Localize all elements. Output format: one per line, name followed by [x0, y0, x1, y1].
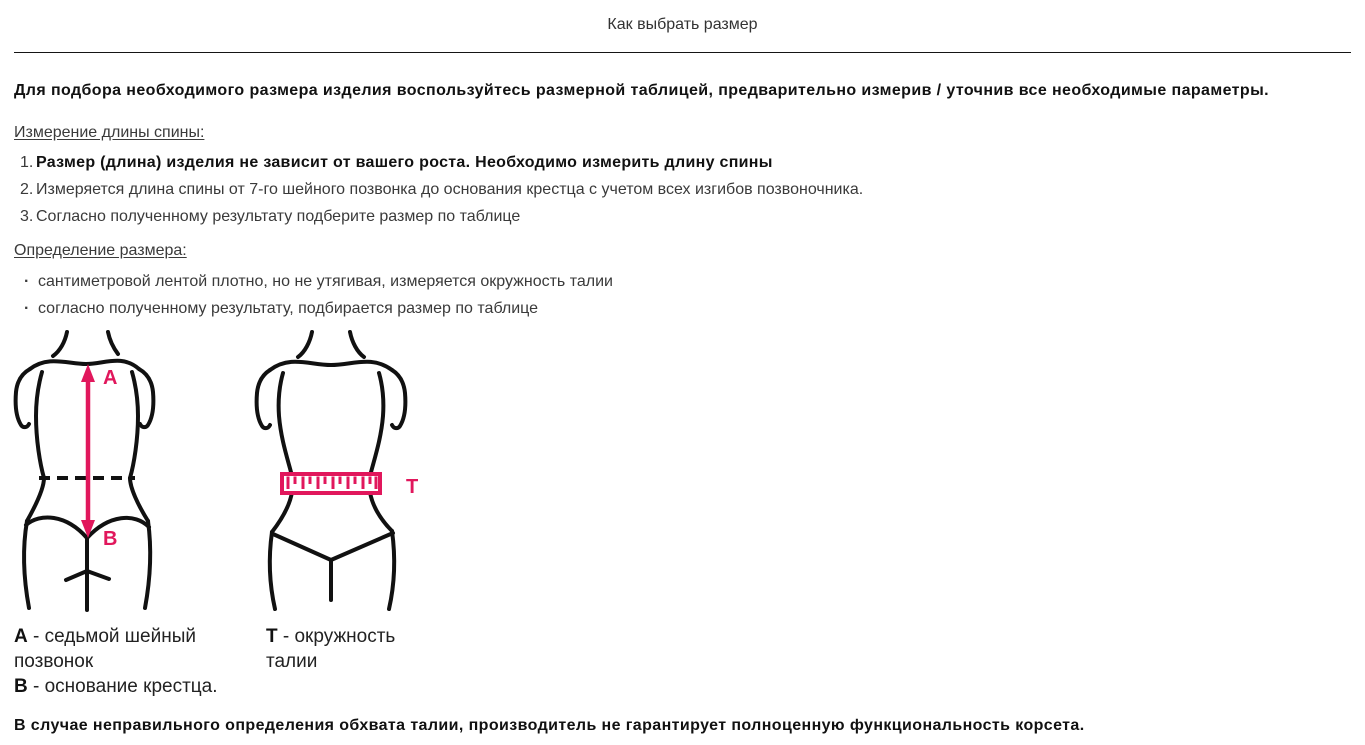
back-view-figure — [8, 324, 166, 614]
legend-entry-a — [14, 624, 219, 674]
intro-paragraph: Для подбора необходимого размера изделия воспользуйтесь размерной таблицей, предварительно измерив / уточнив все необходимые параметры. — [14, 82, 1269, 99]
figures-row — [8, 324, 1351, 614]
list-item-number: 3. — [20, 208, 34, 225]
legend — [14, 624, 1351, 699]
label-t: Т — [406, 476, 419, 498]
legend-entry-t — [266, 624, 441, 674]
label-a: А — [103, 367, 118, 389]
size-determination-heading: Определение размера: — [14, 242, 187, 259]
divider — [14, 52, 1351, 53]
front-view-figure — [250, 324, 428, 614]
back-length-list — [14, 149, 1351, 230]
list-item-number: 1. — [20, 154, 34, 171]
measuring-tape — [282, 474, 380, 493]
list-item-number: 2. — [20, 181, 34, 198]
back-length-arrow — [81, 364, 95, 538]
size-determination-list — [14, 268, 1351, 322]
list-item — [14, 176, 1351, 203]
list-item — [14, 268, 1351, 295]
list-item-text: Согласно полученному результату подберите размер по таблице — [36, 208, 521, 225]
legend-letter: Т — [266, 626, 278, 647]
list-item — [14, 149, 1351, 176]
bullet-marker: · — [24, 273, 30, 290]
legend-entry-b — [14, 674, 266, 699]
label-b: В — [103, 528, 118, 550]
legend-text: - основание крестца. — [27, 676, 218, 697]
legend-column — [14, 624, 266, 699]
list-item-text: согласно полученному результату, подбирается размер по таблице — [38, 300, 539, 317]
list-item — [14, 203, 1351, 230]
legend-text: - окружность талии — [266, 626, 396, 672]
torso-outline — [257, 332, 406, 609]
list-item-text: сантиметровой лентой плотно, но не утягивая, измеряется окружность талии — [38, 273, 613, 290]
list-item-text: Измеряется длина спины от 7-го шейного позвонка до основания крестца с учетом всех изгибов позвоночника. — [36, 181, 864, 198]
page-title: Как выбрать размер — [607, 16, 758, 33]
bullet-marker: · — [24, 300, 30, 317]
list-item — [14, 295, 1351, 322]
footer-warning: В случае неправильного определения обхвата талии, производитель не гарантирует полноценную функциональность корсета. — [14, 717, 1085, 734]
legend-column — [266, 624, 441, 699]
legend-text: - седьмой шейный позвонок — [14, 626, 196, 672]
legend-letter: В — [14, 676, 28, 697]
legend-letter: А — [14, 626, 28, 647]
back-length-heading: Измерение длины спины: — [14, 124, 205, 141]
list-item-text: Размер (длина) изделия не зависит от вашего роста. Необходимо измерить длину спины — [36, 154, 773, 171]
